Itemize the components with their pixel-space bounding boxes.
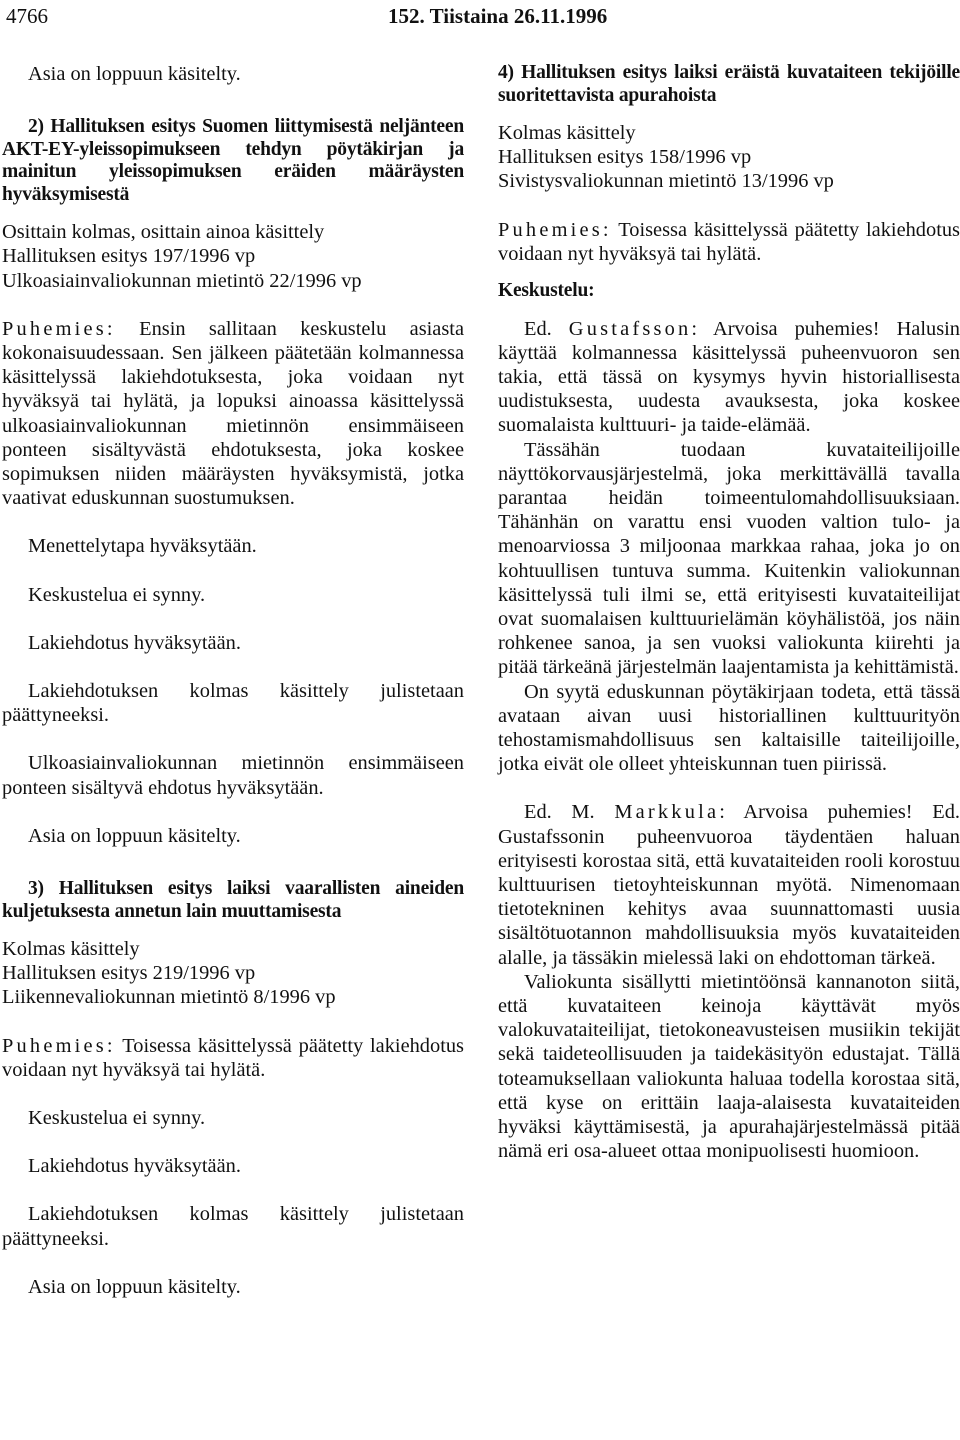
decision: Lakiehdotus hyväksytään. [28,631,241,654]
chair-text: Toisessa käsittelyssä päätetty lakiehdotus voidaan nyt hyväksyä tai hylätä. [2,1034,464,1081]
item-4-heading: 4) Hallituksen esitys laiksi eräistä kuvataiteen tekijöille suoritettavista apurahoista [498,62,960,106]
item-2-info-line: Hallituksen esitys 197/1996 vp [2,245,256,268]
decision: Lakiehdotuksen kolmas käsittely julistetaan päättyneeksi. [2,680,464,727]
item-2-heading: 2) Hallituksen esitys Suomen liittymisestä neljänteen AKT-EY-yleissopimukseen tehdyn pöytäkirjan ja mainitun yleissopimuksen eräiden määräysten hyväksymisestä [2,116,464,205]
chair-statement [2,317,464,511]
speech-paragraph: On syytä eduskunnan pöytäkirjaan todeta, että tässä avataan aivan uusi historiallinen kulttuurityön tehostamismahdollisuus sen kaltaisille taiteilijoille, jotka eivät ole olleet yhteiskunnan tuen piirissä. [498,680,960,776]
closing-statement: Asia on loppuun käsitelty. [28,1275,241,1298]
speech-paragraph: Ed. M. Markkula: Arvoisa puhemies! Ed. Gustafssonin puheenvuoroa täydentäen haluan erityisesti korostaa sitä, että kuvataiteiden rooli korostuu kulttuurisen tietoyhteiskunnan myötä. Nimenomaan tietotekninen kehitys avaa suunnattomasti uusia sisältötuotannon mahdollisuuksia myös kuvataiteiden alalle, ja tässäkin mielessä laki on ehdottoman tärkeä. [498,801,960,969]
decision: Keskustelua ei synny. [28,1107,206,1130]
chair-statement [498,218,960,266]
left-column [2,62,464,1299]
item-4-info-line: Hallituksen esitys 158/1996 vp [498,146,752,169]
closing-statement: Asia on loppuun käsitelty. [28,824,241,847]
discussion-label: Keskustelu: [498,280,595,302]
speaker-prefix: Ed. [524,317,552,340]
item-3-heading: 3) Hallituksen esitys laiksi vaarallisten aineiden kuljetuksesta annetun lain muuttamisesta [2,878,464,922]
speaker-name: Markkula [614,801,720,824]
speech-paragraph: Valiokunta sisällytti mietintöönsä kannanoton siitä, että kuvataiteen keinoja käyttävät myös valokuvataiteilijat, tietokoneavusteisen musiikin tekijät sekä taideteollisuuden ja taidekäsityön edustajat. Tällä toteamuksellaan valiokunta haluaa todella korostaa sitä, että kyse on erittäin laaja-alaisesta kuvataiteiden hyväksi käyttämisestä, ja apurahajärjestelmässä pitää nämä eri osa-alueet ottaa monipuolisesti huomioon. [498,970,960,1163]
decision: Lakiehdotus hyväksytään. [28,1155,241,1178]
item-4-info-line: Kolmas käsittely [498,122,636,144]
item-2-info-line: Osittain kolmas, osittain ainoa käsittely [2,221,325,244]
decision: Lakiehdotuksen kolmas käsittely julistetaan päättyneeksi. [2,1203,464,1250]
speaker-label: Puhemies: [498,218,612,241]
item-3-info-line: Kolmas käsittely [2,938,140,961]
speech-paragraph: Tässähän tuodaan kuvataiteilijoille näyttökorvausjärjestelmä, joka merkittävällä tavalla parantaa heidän toimeentulomahdollisuuksiaan. Tähänhän on varattu ensi vuoden valtion tulo- ja menoarviossa 3 miljoonaa markkaa rahaa, joka jo on kohtuullisen tuntuva summa. Kuitenkin valiokunnan käsittelyssä tuli ilmi se, että erityisesti kuvataiteilijat ovat suomalaisen kulttuurielämän köyhälistöä, jos näin rohkenee sanoa, ja sen vuoksi valiokunta kiirehti ja pitää tärkeänä järjestelmän laajentamista ja kehittämistä. [498,438,960,679]
page-header [0,0,960,32]
closing-statement: Asia on loppuun käsitelty. [28,63,241,85]
speech-paragraph: Ed. Gustafsson: Arvoisa puhemies! Halusin käyttää kolmannessa käsittelyssä puheenvuoron sen takia, että tässä on kysymys hyvin historiallisesta uudistuksesta, uudesta avauksesta, joka koskee suomalaista kulttuuri- ja taide-elämää. [498,317,960,437]
session-title: 152. Tiistaina 26.11.1996 [388,4,608,28]
item-4-info-line: Sivistysvaliokunnan mietintö 13/1996 vp [498,170,834,193]
chair-statement [2,1034,464,1082]
chair-text: Toisessa käsittelyssä päätetty lakiehdotus voidaan nyt hyväksyä tai hylätä. [498,218,960,265]
decision: Menettelytapa hyväksytään. [28,535,257,558]
item-3-info-line: Hallituksen esitys 219/1996 vp [2,962,256,985]
right-column [498,62,960,1163]
speaker-label: Puhemies: [2,317,116,340]
speaker-name: Gustafsson [568,317,692,340]
decision: Keskustelua ei synny. [28,583,206,606]
item-2-info-line: Ulkoasiainvaliokunnan mietintö 22/1996 vp [2,269,362,292]
item-3-info-line: Liikennevaliokunnan mietintö 8/1996 vp [2,986,336,1009]
page-number: 4766 [6,4,48,28]
chair-text: Ensin sallitaan keskustelu asiasta kokonaisuudessaan. Sen jälkeen päätetään kolmannessa käsittelyssä lakiehdotuksesta, joka voidaan nyt hyväksyä tai hylätä, ja lopuksi ainoassa käsittelyssä ulkoasiainvaliokunnan mietinnön ensimmäiseen ponteen sisältyvästä ehdotuksesta, joka koskee sopimuksen niiden määräysten hyväksymistä, jotka vaativat eduskunnan suostumuksen. [2,317,464,510]
decision: Ulkoasiainvaliokunnan mietinnön ensimmäiseen ponteen sisältyvä ehdotus hyväksytään. [2,752,464,799]
speaker-label: Puhemies: [2,1034,116,1057]
speaker-prefix: Ed. M. [524,801,595,824]
